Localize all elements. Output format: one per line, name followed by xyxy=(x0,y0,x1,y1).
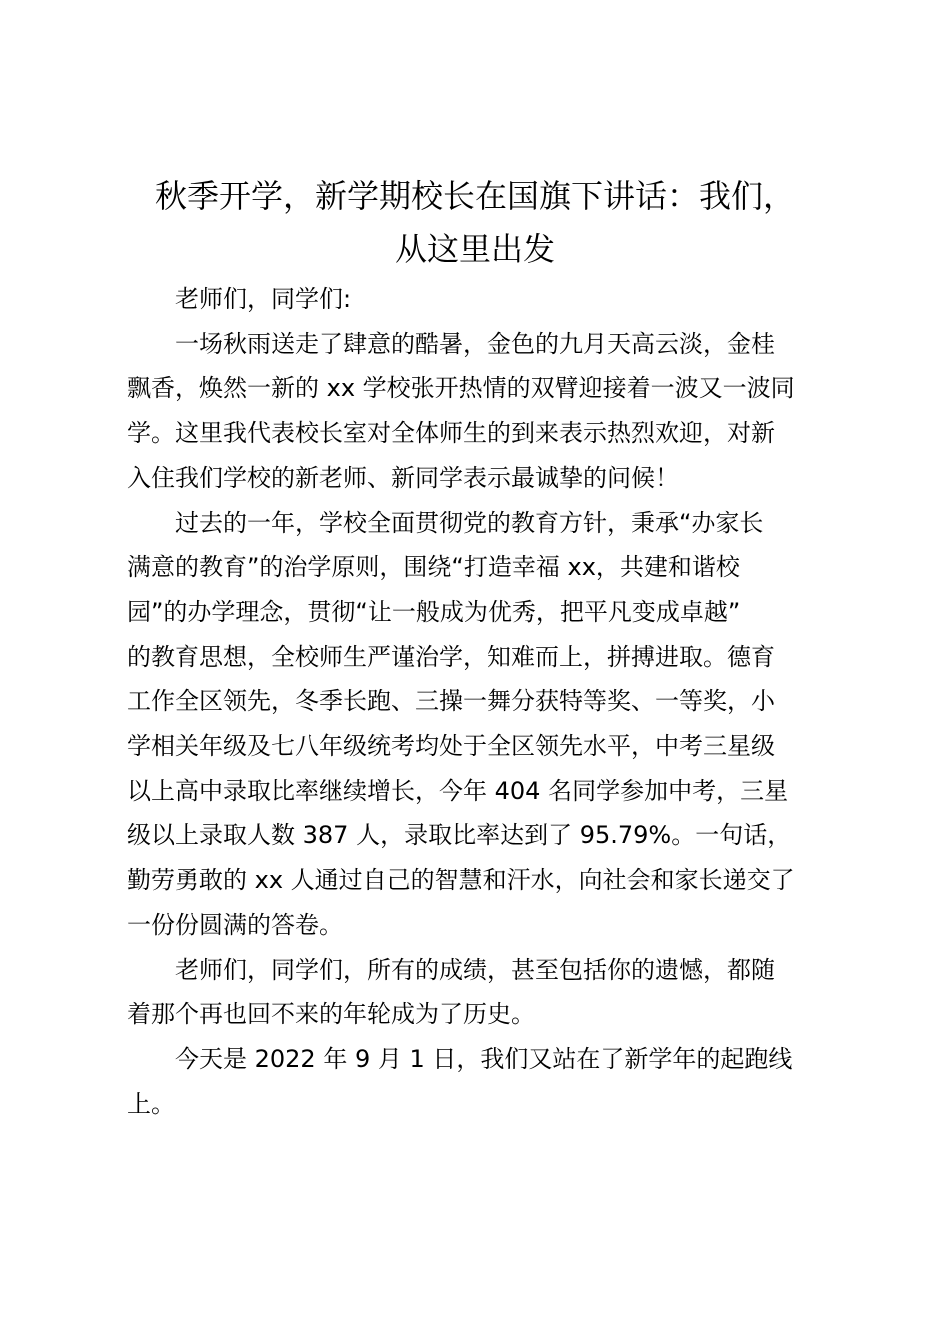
greeting-paragraph xyxy=(127,277,833,322)
text-line: 一份份圆满的答卷。 xyxy=(127,910,343,939)
text-line: 飘香，焕然一新的 xx 学校张开热情的双臂迎接着一波又一波同 xyxy=(127,374,795,403)
achievements-paragraph xyxy=(127,501,833,948)
text-line: 一场秋雨送走了肆意的酷暑，金色的九月天高云淡，金桂 xyxy=(175,329,775,358)
text-line: 工作全区领先，冬季长跑、三操一舞分获特等奖、一等奖，小 xyxy=(127,687,775,716)
document-body xyxy=(127,277,833,1126)
text-line: 今天是 2022 年 9 月 1 日，我们又站在了新学年的起跑线 xyxy=(175,1044,793,1073)
text-line: 上。 xyxy=(127,1089,175,1118)
text-line: 老师们，同学们: xyxy=(175,285,352,313)
title-line: 秋季开学，新学期校长在国旗下讲话：我们， xyxy=(154,177,795,215)
title-line: 从这里出发 xyxy=(394,230,555,268)
today-paragraph xyxy=(127,1037,833,1126)
text-line: 学相关年级及七八年级统考均处于全区领先水平，中考三星级 xyxy=(127,732,775,761)
text-line: 过去的一年，学校全面贯彻党的教育方针，秉承“办家长 xyxy=(175,508,764,537)
text-line: 勤劳勇敢的 xx 人通过自己的智慧和汗水，向社会和家长递交了 xyxy=(127,866,795,895)
text-line: 着那个再也回不来的年轮成为了历史。 xyxy=(127,1000,535,1029)
text-line: 满意的教育”的治学原则，围绕“打造幸福 xx，共建和谐校 xyxy=(127,553,740,582)
text-line: 学。这里我代表校长室对全体师生的到来表示热烈欢迎，对新 xyxy=(127,419,775,448)
text-line: 以上高中录取比率继续增长，今年 404 名同学参加中考，三星 xyxy=(127,776,789,805)
text-line: 老师们，同学们，所有的成绩，甚至包括你的遗憾，都随 xyxy=(175,955,775,984)
welcome-paragraph xyxy=(127,322,833,501)
text-line: 级以上录取人数 387 人，录取比率达到了 95.79%。一句话， xyxy=(127,821,792,850)
document-title xyxy=(118,170,832,276)
text-line: 园”的办学理念，贯彻“让一般成为优秀，把平凡变成卓越” xyxy=(127,597,741,626)
history-paragraph xyxy=(127,948,833,1037)
text-line: 入住我们学校的新老师、新同学表示最诚挚的问候！ xyxy=(127,463,679,492)
text-line: 的教育思想，全校师生严谨治学，知难而上，拼搏进取。德育 xyxy=(127,642,775,671)
